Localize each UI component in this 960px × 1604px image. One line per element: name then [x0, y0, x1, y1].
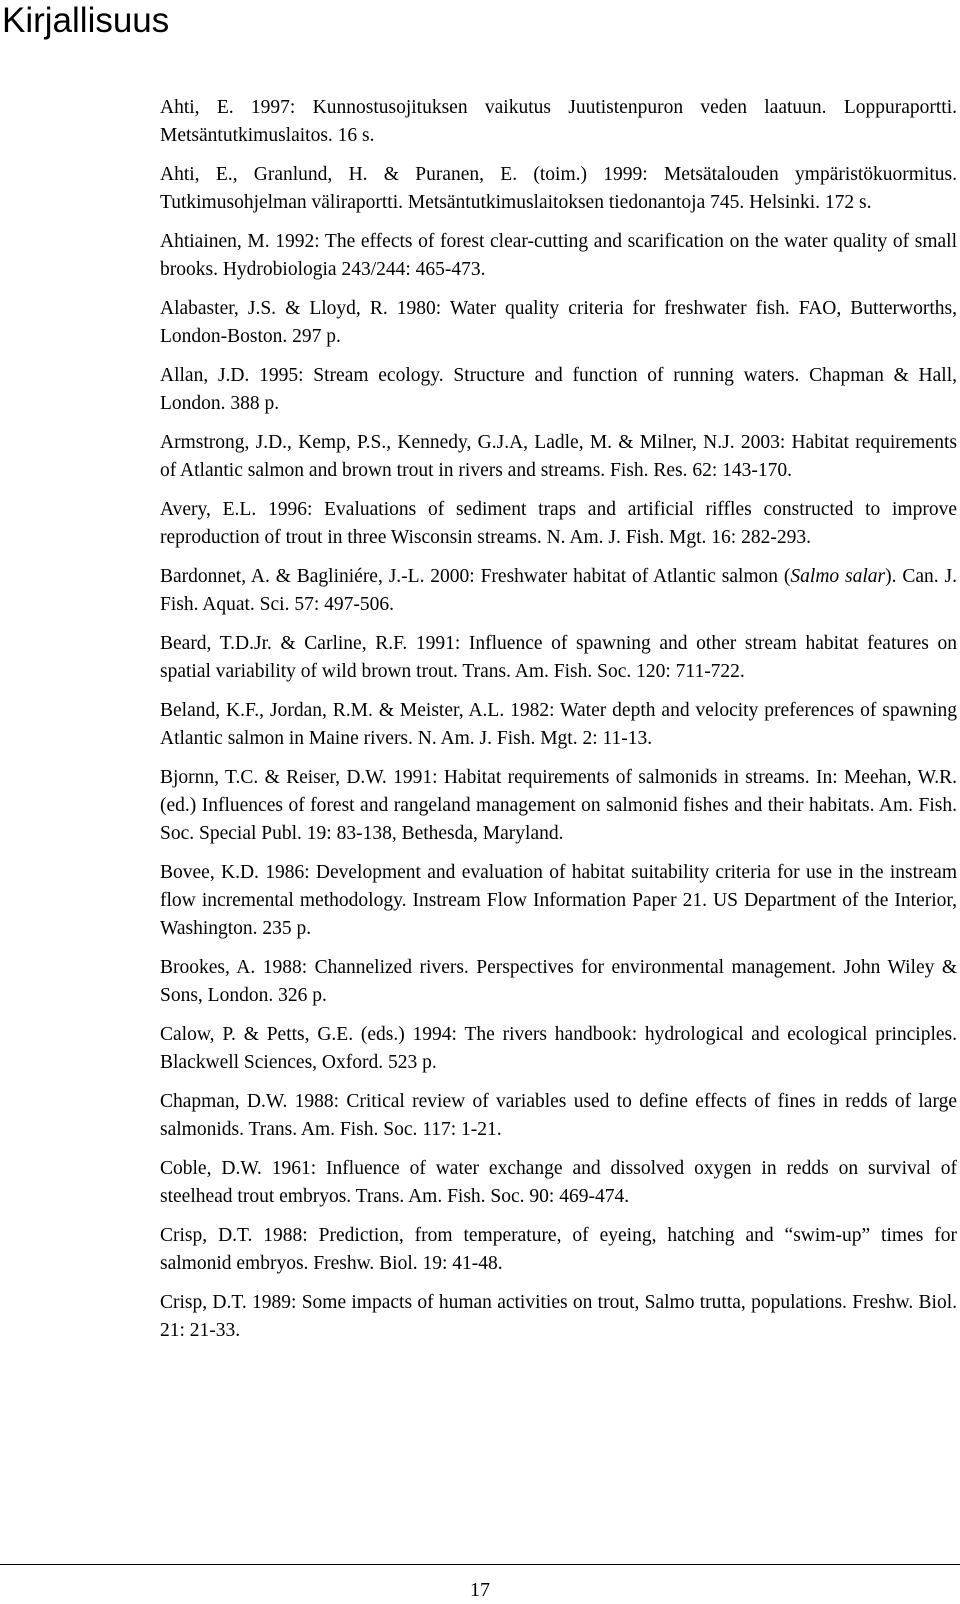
reference-text: ). Can. J. Fish. Aquat. Sci. 57: 497-506. — [160, 566, 957, 615]
reference-entry — [160, 429, 957, 485]
reference-text: Calow, P. & Petts, G.E. (eds.) 1994: The rivers handbook: hydrological and ecological principles. Blackwell Sciences, Oxford. 523 p. — [160, 1024, 957, 1073]
reference-text: Ahti, E. 1997: Kunnostusojituksen vaikutus Juutistenpuron veden laatuun. Loppuraportti. Metsäntutkimuslaitos. 16 s. — [160, 97, 957, 146]
reference-entry — [160, 1155, 957, 1211]
reference-entry — [160, 1222, 957, 1278]
reference-text: Coble, D.W. 1961: Influence of water exchange and dissolved oxygen in redds on survival of steelhead trout embryos. Trans. Am. Fish. Soc. 90: 469-474. — [160, 1158, 957, 1207]
reference-text: Ahtiainen, M. 1992: The effects of forest clear-cutting and scarification on the water quality of small brooks. Hydrobiologia 243/244: 465-473. — [160, 231, 957, 280]
reference-entry — [160, 630, 957, 686]
reference-entry — [160, 228, 957, 284]
reference-species-name: Salmo salar — [790, 566, 886, 587]
reference-text: Bovee, K.D. 1986: Development and evaluation of habitat suitability criteria for use in the instream flow incremental methodology. Instream Flow Information Paper 21. US Department of the Interior, Washington. 235 p. — [160, 862, 957, 939]
reference-entry — [160, 697, 957, 753]
reference-entry — [160, 859, 957, 943]
reference-text: Allan, J.D. 1995: Stream ecology. Structure and function of running waters. Chapman & Hall, London. 388 p. — [160, 365, 957, 414]
reference-entry — [160, 1088, 957, 1144]
footer-divider — [0, 1564, 960, 1565]
reference-entry — [160, 954, 957, 1010]
reference-text: Bardonnet, A. & Bagliniére, J.-L. 2000: Freshwater habitat of Atlantic salmon ( — [160, 566, 791, 587]
reference-entry — [160, 94, 957, 150]
reference-entry — [160, 362, 957, 418]
reference-entry — [160, 764, 957, 848]
reference-entry — [160, 295, 957, 351]
page-title: Kirjallisuus — [2, 1, 170, 40]
reference-text: Crisp, D.T. 1989: Some impacts of human activities on trout, Salmo trutta, populations. Freshw. Biol. 21: 21-33. — [160, 1292, 957, 1341]
reference-entry — [160, 563, 957, 619]
reference-text: Armstrong, J.D., Kemp, P.S., Kennedy, G.J.A, Ladle, M. & Milner, N.J. 2003: Habitat requirements of Atlantic salmon and brown trout in rivers and streams. Fish. Res. 62: 143-170. — [160, 432, 957, 481]
reference-entry — [160, 1021, 957, 1077]
reference-text: Chapman, D.W. 1988: Critical review of variables used to define effects of fines in redds of large salmonids. Trans. Am. Fish. Soc. 117: 1-21. — [160, 1091, 957, 1140]
reference-text: Ahti, E., Granlund, H. & Puranen, E. (toim.) 1999: Metsätalouden ympäristökuormitus. Tutkimusohjelman väliraportti. Metsäntutkimuslaitoksen tiedonantoja 745. Helsinki. 172 s. — [160, 164, 957, 213]
page-number: 17 — [470, 1579, 490, 1601]
reference-text: Crisp, D.T. 1988: Prediction, from temperature, of eyeing, hatching and “swim-up” times for salmonid embryos. Freshw. Biol. 19: 41-48. — [160, 1225, 957, 1274]
reference-entry — [160, 161, 957, 217]
reference-text: Bjornn, T.C. & Reiser, D.W. 1991: Habitat requirements of salmonids in streams. In: Meehan, W.R. (ed.) Influences of forest and rangeland management on salmonid fishes and their habitats. Am. Fish. Soc. Special Publ. 19: 83-138, Bethesda, Maryland. — [160, 767, 957, 844]
reference-list — [160, 94, 957, 1356]
reference-text: Alabaster, J.S. & Lloyd, R. 1980: Water quality criteria for freshwater fish. FAO, Butterworths, London-Boston. 297 p. — [160, 298, 957, 347]
reference-entry — [160, 1289, 957, 1345]
reference-entry — [160, 496, 957, 552]
reference-text: Beard, T.D.Jr. & Carline, R.F. 1991: Influence of spawning and other stream habitat features on spatial variability of wild brown trout. Trans. Am. Fish. Soc. 120: 711-722. — [160, 633, 957, 682]
reference-text: Brookes, A. 1988: Channelized rivers. Perspectives for environmental management. John Wiley & Sons, London. 326 p. — [160, 957, 957, 1006]
reference-text: Avery, E.L. 1996: Evaluations of sediment traps and artificial riffles constructed to improve reproduction of trout in three Wisconsin streams. N. Am. J. Fish. Mgt. 16: 282-293. — [160, 499, 957, 548]
reference-text: Beland, K.F., Jordan, R.M. & Meister, A.L. 1982: Water depth and velocity preferences of spawning Atlantic salmon in Maine rivers. N. Am. J. Fish. Mgt. 2: 11-13. — [160, 700, 957, 749]
